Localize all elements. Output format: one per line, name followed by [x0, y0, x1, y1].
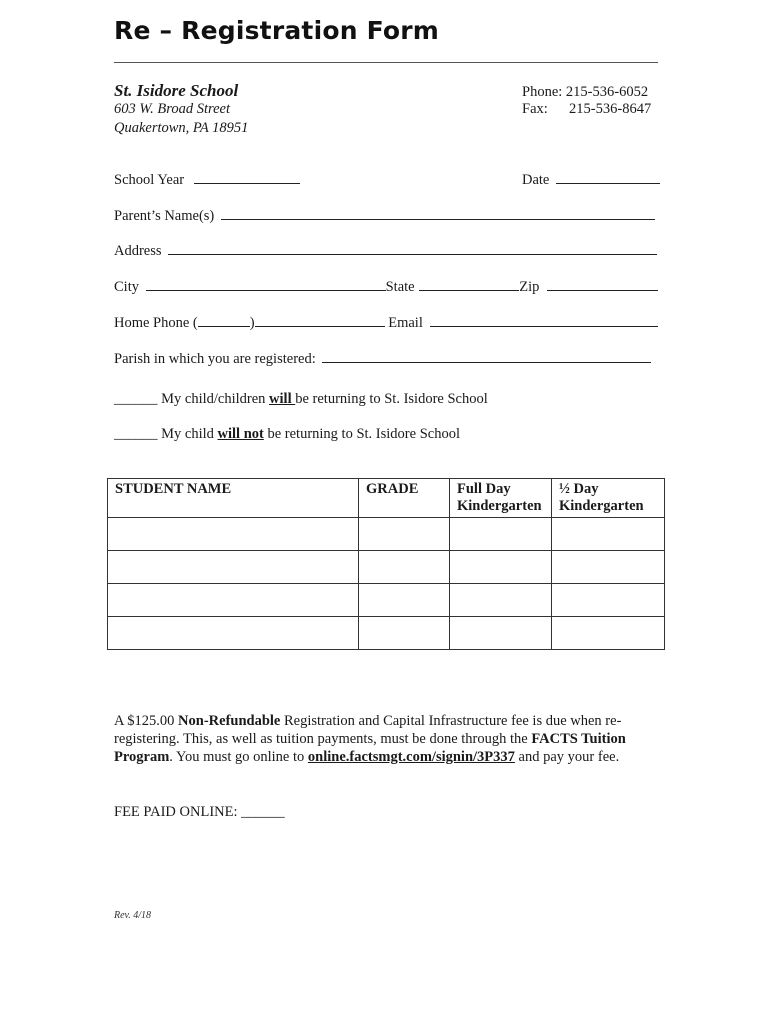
school-name: St. Isidore School [114, 81, 239, 100]
zip-input-line[interactable] [547, 277, 658, 291]
city-state-zip-row [114, 277, 658, 296]
home-phone-input-line[interactable] [255, 313, 385, 327]
facts-signin-link[interactable]: online.factsmgt.com/signin/3P337 [307, 749, 515, 765]
full-day-cell[interactable] [450, 551, 552, 584]
table-row [108, 584, 665, 617]
col-half-day-line2: Kindergarten [559, 498, 644, 514]
grade-cell[interactable] [359, 617, 450, 650]
zip-label: Zip [519, 279, 540, 295]
address-field[interactable] [114, 241, 657, 260]
col-half-day-kindergarten [552, 479, 665, 518]
half-day-cell[interactable] [552, 518, 665, 551]
returning-option[interactable] [114, 391, 488, 408]
phone-label: Phone: [522, 84, 563, 100]
half-day-cell[interactable] [552, 551, 665, 584]
not-returning-option[interactable] [114, 426, 460, 443]
fax-label: Fax: [522, 101, 548, 117]
area-code-input-line[interactable] [198, 313, 250, 327]
parents-name-input-line[interactable] [221, 206, 655, 220]
parents-name-field[interactable] [114, 206, 655, 225]
address-label: Address [114, 243, 162, 259]
fee-paid-online: FEE PAID ONLINE: ______ [114, 804, 285, 820]
table-row [108, 551, 665, 584]
non-refundable-emphasis: Non-Refundable [178, 713, 281, 729]
col-student-name: STUDENT NAME [108, 479, 359, 518]
col-full-day-line2: Kindergarten [457, 498, 542, 514]
col-half-day-line1: ½ Day [559, 481, 599, 497]
parents-name-label: Parent’s Name(s) [114, 208, 215, 224]
school-year-input-line[interactable] [194, 170, 300, 184]
grade-cell[interactable] [359, 551, 450, 584]
half-day-cell[interactable] [552, 584, 665, 617]
school-year-field[interactable] [114, 170, 300, 189]
fee-text-2: Registration and Capital Infrastructure fee is due when re-registering. This, as well as tuition payments, must be done through the [114, 713, 622, 747]
parish-label: Parish in which you are registered: [114, 351, 316, 367]
email-label: Email [388, 315, 423, 331]
student-table [107, 478, 665, 650]
fee-paragraph [114, 712, 664, 766]
will-not-emphasis: will not [217, 426, 264, 442]
home-phone-close: ) [249, 315, 255, 331]
fee-text-1: A $125.00 [114, 713, 179, 729]
student-name-cell[interactable] [108, 551, 359, 584]
student-name-cell[interactable] [108, 518, 359, 551]
returning-checkline: ______ My child/children [114, 391, 270, 407]
student-table-header [108, 479, 665, 518]
full-day-cell[interactable] [450, 584, 552, 617]
city-input-line[interactable] [146, 277, 386, 291]
grade-cell[interactable] [359, 584, 450, 617]
table-row [108, 617, 665, 650]
fee-text-3: . You must go online to [169, 749, 308, 765]
home-phone-label: Home Phone ( [114, 315, 198, 331]
date-field[interactable] [522, 170, 660, 189]
col-full-day-line1: Full Day [457, 481, 511, 497]
grade-cell[interactable] [359, 518, 450, 551]
fee-text-4: and pay your fee. [514, 749, 620, 765]
student-name-cell[interactable] [108, 617, 359, 650]
returning-text: be returning to St. Isidore School [295, 391, 488, 407]
parish-field[interactable] [114, 349, 651, 368]
address-input-line[interactable] [168, 241, 657, 255]
date-label: Date [522, 172, 550, 188]
student-name-cell[interactable] [108, 584, 359, 617]
title-divider [114, 62, 658, 63]
will-emphasis: will [269, 391, 296, 407]
parish-input-line[interactable] [322, 349, 651, 363]
email-input-line[interactable] [430, 313, 658, 327]
full-day-cell[interactable] [450, 518, 552, 551]
fax-number: 215-536-8647 [569, 101, 652, 117]
half-day-cell[interactable] [552, 617, 665, 650]
facts-program-emphasis: FACTS Tuition Program [114, 731, 626, 765]
form-title: Re – Registration Form [114, 16, 440, 45]
city-label: City [114, 279, 139, 295]
state-input-line[interactable] [419, 277, 519, 291]
revision-note: Rev. 4/18 [114, 910, 152, 921]
phone-line [522, 84, 648, 101]
table-row [108, 518, 665, 551]
not-returning-checkline: ______ My child [114, 426, 218, 442]
date-input-line[interactable] [556, 170, 660, 184]
school-year-label: School Year [114, 172, 185, 188]
not-returning-text: be returning to St. Isidore School [263, 426, 460, 442]
fax-line [522, 101, 651, 118]
phone-number: 215-536-6052 [565, 84, 649, 100]
col-grade: GRADE [359, 479, 450, 518]
school-street: 603 W. Broad Street [114, 101, 230, 117]
full-day-cell[interactable] [450, 617, 552, 650]
phone-email-row [114, 313, 658, 332]
col-full-day-kindergarten [450, 479, 552, 518]
state-label: State [385, 279, 415, 295]
school-city-line: Quakertown, PA 18951 [114, 120, 249, 136]
